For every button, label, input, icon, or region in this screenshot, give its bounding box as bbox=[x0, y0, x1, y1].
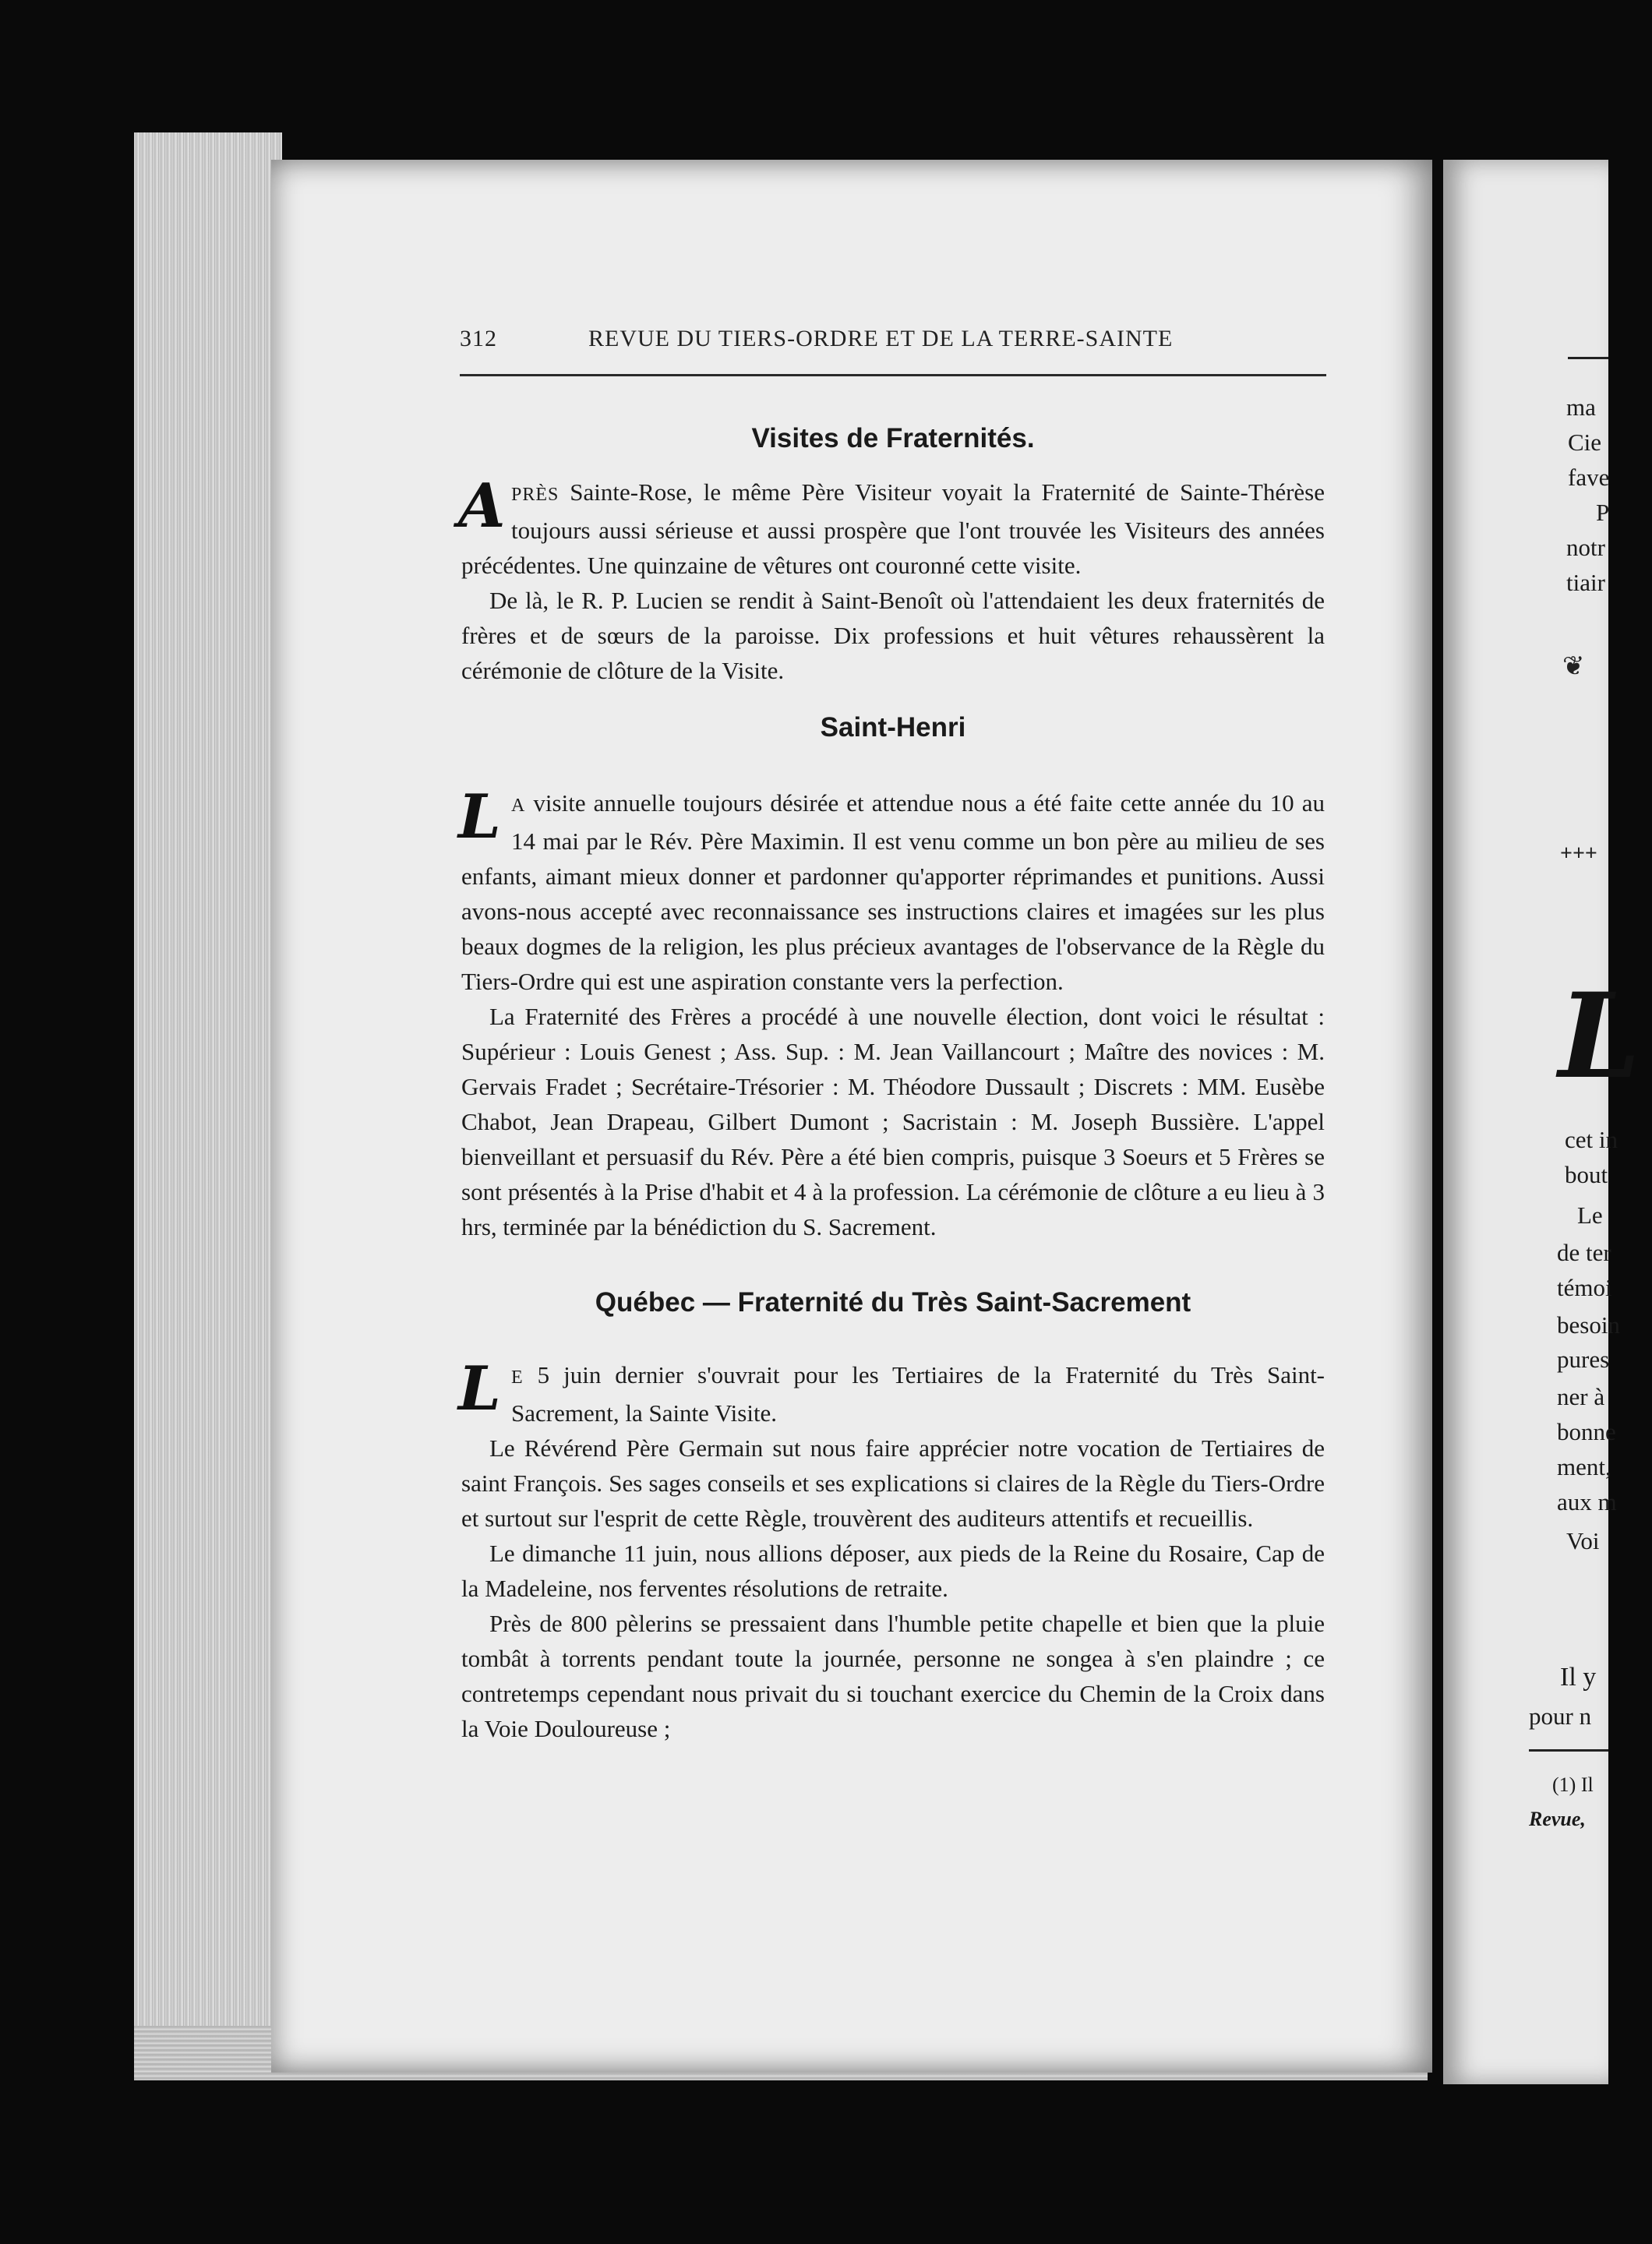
right-line: pures bbox=[1557, 1346, 1610, 1373]
paragraph: Le dimanche 11 juin, nous allions déposer, aux pieds de la Reine du Rosaire, Cap de la Madeleine, nos ferventes résolutions de retraite. bbox=[461, 1540, 1325, 1602]
right-line: cet in bbox=[1565, 1126, 1618, 1153]
right-header-rule bbox=[1568, 357, 1608, 359]
right-drop-cap: L bbox=[1558, 968, 1641, 1105]
header-rule bbox=[460, 374, 1326, 376]
right-line: bonne bbox=[1557, 1418, 1616, 1445]
paragraph-text: visite annuelle toujours désirée et attendue nous a été faite cette année du 10 au 14 mai par le Rév. Père Maximin. Il est venu comme un bon père au milieu de ses enfants, aimant mieux donner et pardonner qu'apporter réprimandes et punitions. Aussi avons-nous accepté avec reconnaissance ses instructions claires et imagées sur les plus beaux dogmes de la religion, les plus précieux avantages de l'observance de la Règle du Tiers-Ordre qui est une aspiration constante vers la perfection. bbox=[461, 789, 1325, 995]
right-line: ment, bbox=[1557, 1453, 1611, 1480]
right-line: tiair bbox=[1566, 569, 1605, 596]
right-line: aux m bbox=[1557, 1488, 1617, 1515]
footnote-rule bbox=[1529, 1749, 1608, 1752]
footnote-line: (1) Il bbox=[1552, 1773, 1594, 1796]
paragraph bbox=[458, 782, 1325, 999]
book-page-edges bbox=[134, 132, 282, 2053]
page-number: 312 bbox=[460, 326, 497, 351]
footnote-line: Revue, bbox=[1529, 1808, 1586, 1830]
paragraph: Le Révérend Père Germain sut nous faire apprécier notre vocation de Tertiaires de saint François. Ses sages conseils et ses explications si claires de la Règle du Tiers-Ordre et surtout sur l'esprit de cette Règle, trouvèrent des auditeurs attentifs et recueillis. bbox=[461, 1434, 1325, 1532]
right-line: P bbox=[1596, 499, 1610, 526]
right-line: pour n bbox=[1529, 1702, 1592, 1730]
ornament-icon: ❦ bbox=[1562, 652, 1585, 681]
paragraph-text: 5 juin dernier s'ouvrait pour les Tertiaires de la Fraternité du Très Saint-Sacrement, la Sainte Visite. bbox=[511, 1361, 1325, 1427]
drop-cap: L bbox=[458, 782, 501, 852]
right-line: fave bbox=[1568, 464, 1610, 491]
lead-word: PRÈS bbox=[511, 485, 559, 505]
right-line: Il y bbox=[1560, 1663, 1597, 1692]
paragraph bbox=[458, 1353, 1325, 1431]
right-line: besoin bbox=[1557, 1311, 1620, 1339]
right-line: bout bbox=[1565, 1161, 1608, 1188]
right-line: ner à bbox=[1557, 1383, 1605, 1410]
paragraph: De là, le R. P. Lucien se rendit à Saint-Benoît où l'attendaient les deux fraternités de frères et de sœurs de la paroisse. Dix professions et huit vêtures rehaussèrent la cérémonie de clôture de la Visite. bbox=[461, 587, 1325, 684]
text-column bbox=[458, 421, 1325, 1746]
paragraph bbox=[458, 471, 1325, 583]
ornament-icon: +++ bbox=[1560, 842, 1597, 866]
drop-cap: A bbox=[458, 471, 506, 542]
paragraph: La Fraternité des Frères a procédé à une nouvelle élection, dont voici le résultat : Supérieur : Louis Genest ; Ass. Sup. : M. Jean Vaillancourt ; Maître des novices : M. Gervais Fradet ; Secrétaire-Trésorier : M. Théodore Dussault ; Discrets : MM. Eusèbe Chabot, Jean Drapeau, Gilbert Dumont ; Sacristain : M. Joseph Bussière. L'appel bienveillant et persuasif du Rév. Père a été bien compris, puisque 3 Soeurs et 5 Frères se sont présentés à la Prise d'habit et 4 à la profession. La cérémonie de clôture a eu lieu à 3 hrs, terminée par la bénédiction du S. Sacrement. bbox=[461, 1003, 1325, 1240]
right-line: Le bbox=[1577, 1201, 1603, 1229]
section-heading: Visites de Fraternités. bbox=[751, 423, 1035, 453]
right-line: notr bbox=[1566, 534, 1605, 561]
right-line: témoi bbox=[1557, 1274, 1612, 1301]
paragraph-text: Sainte-Rose, le même Père Visiteur voyait la Fraternité de Sainte-Thérèse toujours aussi sérieuse et aussi prospère que l'ont trouvée les Visiteurs des années précédentes. Une quinzaine de vêtures ont couronné cette visite. bbox=[461, 478, 1325, 579]
drop-cap: L bbox=[458, 1353, 501, 1424]
right-line: Cie bbox=[1568, 429, 1602, 456]
right-line: ma bbox=[1566, 393, 1596, 421]
right-line: Voi bbox=[1566, 1527, 1600, 1554]
section-heading: Saint-Henri bbox=[820, 712, 966, 743]
lead-word: E bbox=[511, 1367, 524, 1388]
paragraph: Près de 800 pèlerins se pressaient dans l'humble petite chapelle et bien que la pluie tombât à torrents pendant toute la journée, personne ne songea à s'en plaindre ; ce contretemps cependant nous privait du si touchant exercice du Chemin de la Croix dans la Voie Douloureuse ; bbox=[461, 1610, 1325, 1742]
running-title: REVUE DU TIERS-ORDRE ET DE LA TERRE-SAINTE bbox=[588, 326, 1174, 351]
section-heading: Québec — Fraternité du Très Saint-Sacrement bbox=[595, 1287, 1191, 1318]
right-line: de ter bbox=[1557, 1239, 1611, 1266]
lead-word: A bbox=[511, 796, 526, 816]
